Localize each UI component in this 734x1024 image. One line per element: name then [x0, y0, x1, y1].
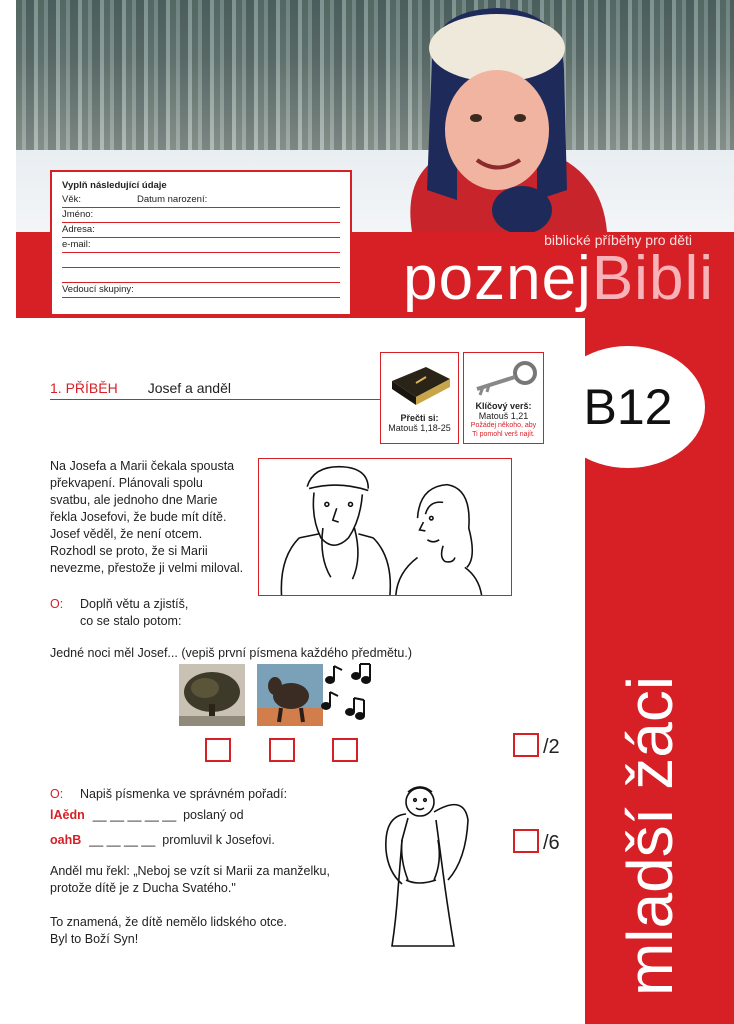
key-icon — [467, 357, 541, 397]
birth-label: Datum narození: — [137, 194, 208, 205]
name-label: Jméno: — [62, 209, 94, 220]
age-label: Věk: — [62, 194, 82, 205]
score-box-2[interactable] — [513, 829, 539, 853]
intro-line: svatbu, ale jednoho dne Marie — [50, 493, 218, 507]
intro-line: Rozhodl se proto, že si Marii — [50, 544, 208, 558]
task1-q-line-1: Doplň větu a zjistíš, — [80, 597, 189, 611]
verse-hint-2: Ti pomohl verš najít. — [472, 431, 535, 438]
blank-row-1[interactable] — [62, 253, 340, 268]
logo-part-1: poznej — [403, 244, 592, 313]
logo-part-2: Bibli — [591, 244, 714, 313]
music-notes-icon — [318, 662, 376, 722]
answer-box-1[interactable] — [205, 738, 231, 762]
after-a: poslaný od — [183, 808, 244, 822]
word-b: oahB — [50, 833, 82, 847]
child-photo — [372, 0, 612, 232]
tagline: biblické příběhy pro děti — [544, 232, 692, 248]
angel-line-1: Anděl mu řekl: „Neboj se vzít si Marii za manželku, — [50, 864, 330, 878]
side-label: mladší žáci — [614, 675, 686, 996]
joseph-mary-illustration — [258, 458, 512, 596]
task2-q-label: O: — [50, 787, 64, 801]
task2-question — [50, 786, 287, 803]
read-box — [380, 352, 459, 444]
intro-line: Na Josefa a Marii čekala spousta — [50, 459, 235, 473]
form-title: Vyplň následující údaje — [62, 180, 167, 191]
score-task2: /6 — [543, 832, 560, 854]
blank-row-2[interactable] — [62, 268, 340, 283]
read-ref: Matouš 1,18-25 — [388, 423, 451, 433]
email-label: e-mail: — [62, 239, 91, 250]
ending-line-1: To znamená, že dítě nemělo lidského otce. — [50, 915, 287, 929]
word-a: lAědn — [50, 808, 85, 822]
angel-line-2: protože dítě je z Ducha Svatého." — [50, 881, 236, 895]
intro-line: řekla Josefovi, že bude mít dítě. — [50, 510, 227, 524]
read-label: Přečti si: — [400, 413, 439, 423]
task1-question — [50, 596, 270, 630]
verse-label: Klíčový verš: — [475, 401, 532, 411]
word-b-line[interactable] — [50, 832, 275, 849]
story-title: Josef a anděl — [147, 380, 231, 396]
blanks-a: __ __ __ __ __ — [92, 808, 177, 822]
answer-box-2[interactable] — [269, 738, 295, 762]
ending-text — [50, 914, 390, 948]
age-row[interactable] — [62, 193, 340, 208]
lesson-badge — [551, 346, 705, 468]
badge-text: B12 — [583, 379, 673, 435]
task1-sentence: Jedné noci měl Josef... (vepiš první písmena každého předmětu.) — [50, 646, 412, 660]
name-row[interactable] — [62, 208, 340, 223]
leader-row[interactable] — [62, 283, 340, 298]
story-number: 1. PŘÍBĚH — [50, 380, 118, 396]
verse-ref: Matouš 1,21 — [478, 411, 529, 421]
address-row[interactable] — [62, 223, 340, 238]
after-b: promluvil k Josefovi. — [162, 833, 275, 847]
task1-q-line-2: co se stalo potom: — [80, 614, 182, 628]
blanks-b: __ __ __ __ — [89, 833, 156, 847]
verse-hint-1: Požádej někoho, aby — [470, 422, 537, 429]
ending-line-2: Byl to Boží Syn! — [50, 932, 139, 946]
story-heading — [50, 380, 380, 400]
address-label: Adresa: — [62, 224, 95, 235]
tree-picture — [179, 664, 245, 726]
verse-box — [463, 352, 544, 444]
angel-illustration — [378, 780, 474, 950]
answer-box-3[interactable] — [332, 738, 358, 762]
email-row[interactable] — [62, 238, 340, 253]
student-form — [50, 170, 352, 316]
angel-quote — [50, 863, 390, 897]
story-intro — [50, 458, 255, 577]
intro-line: Josef věděl, že není otcem. — [50, 527, 203, 541]
task1-q-label: O: — [50, 597, 64, 611]
leader-label: Vedoucí skupiny: — [62, 284, 134, 295]
bible-icon — [386, 359, 454, 409]
logo — [403, 242, 714, 316]
donkey-picture — [257, 664, 323, 726]
score-box-1[interactable] — [513, 733, 539, 757]
intro-line: nevezme, přestože ji velmi miloval. — [50, 561, 244, 575]
score-task1: /2 — [543, 736, 560, 758]
word-a-line[interactable] — [50, 807, 244, 824]
intro-line: překvapení. Plánovali spolu — [50, 476, 203, 490]
task2-q-text: Napiš písmenka ve správném pořadí: — [80, 787, 288, 801]
